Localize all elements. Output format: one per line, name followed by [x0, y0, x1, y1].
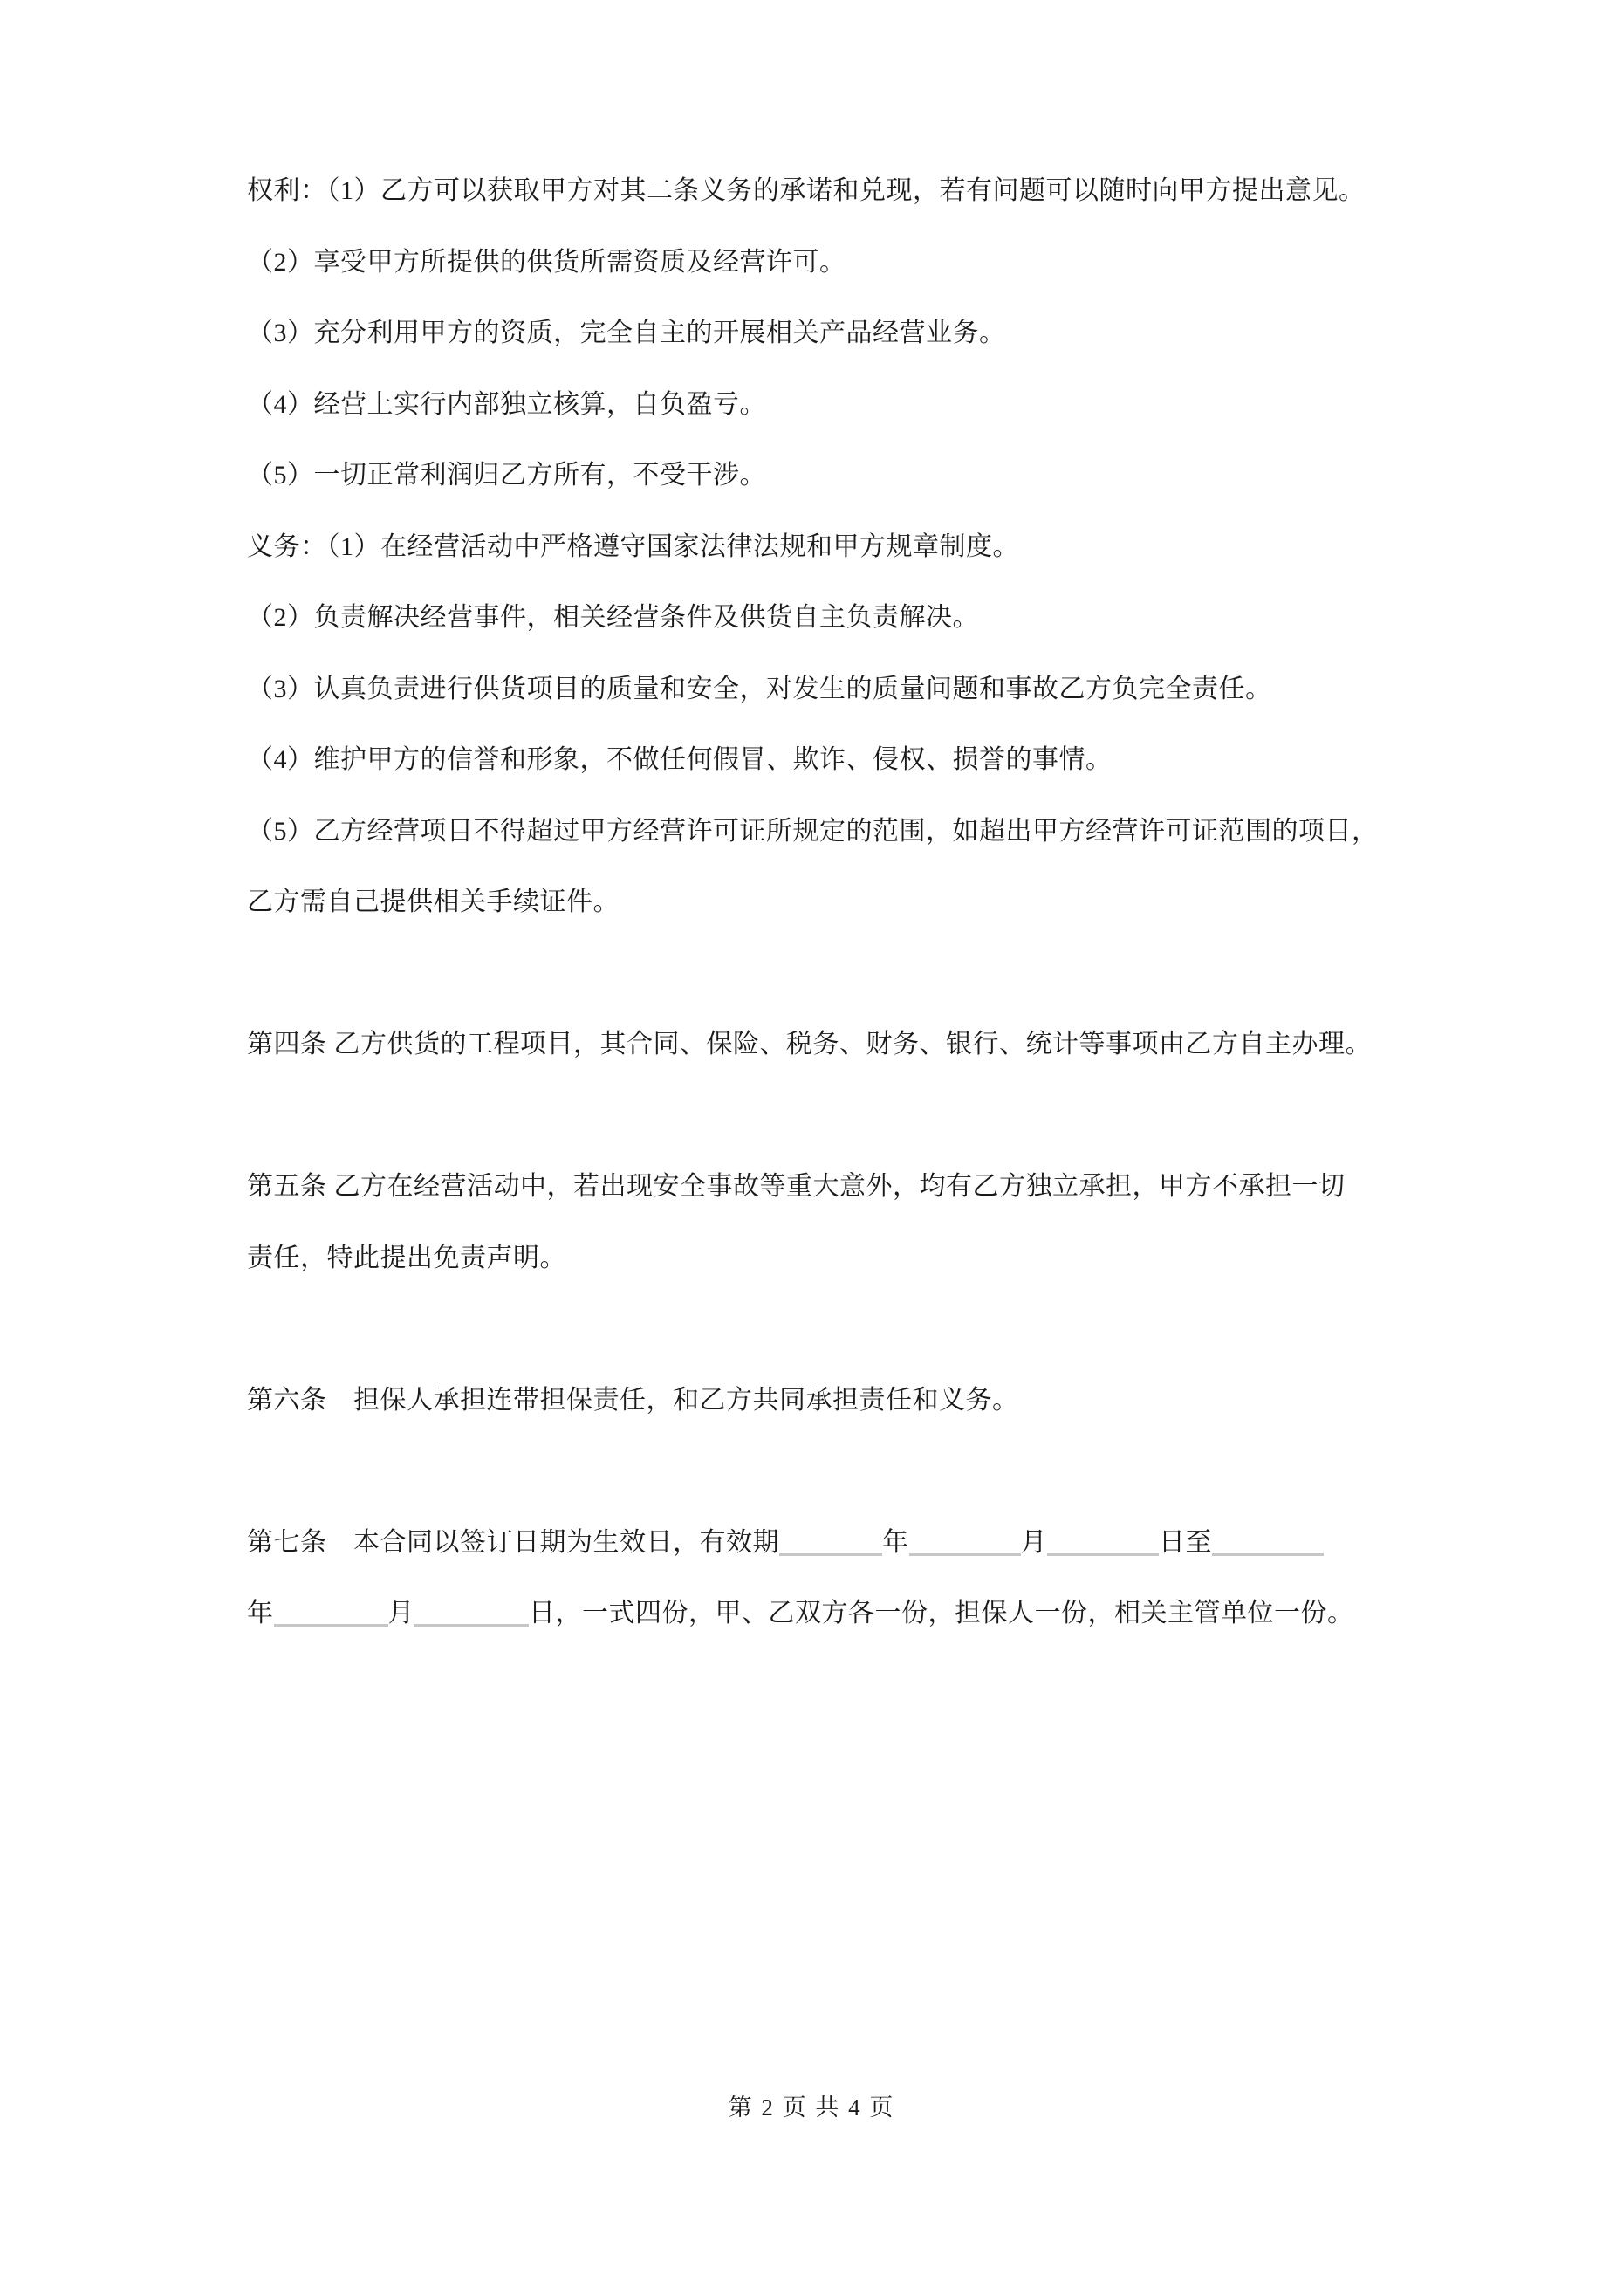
contract-paragraph	[247, 440, 1495, 511]
text-run: 第七条 本合同以签订日期为生效日，有效期	[247, 1527, 779, 1557]
fill-in-blank-underline	[1047, 1531, 1159, 1556]
text-run: （5）乙方经营项目不得超过甲方经营许可证所规定的范围，如超出甲方经营许可证范围的项目，	[247, 816, 1379, 846]
contract-paragraph	[247, 1578, 1495, 1649]
empty-line	[247, 1080, 1495, 1152]
text-run: 年	[882, 1527, 909, 1557]
empty-line	[247, 1436, 1495, 1507]
contract-paragraph	[247, 796, 1495, 867]
text-run: 日，一式四份，甲、乙双方各一份，担保人一份，相关主管单位一份。	[529, 1599, 1354, 1628]
text-run: （2）享受甲方所提供的供货所需资质及经营许可。	[247, 247, 846, 277]
page-number-indicator: 第 2 页 共 4 页	[728, 2094, 895, 2121]
text-run: 权利：（1）乙方可以获取甲方对其二条义务的承诺和兑现，若有问题可以随时向甲方提出意见。	[247, 176, 1366, 205]
fill-in-blank-underline	[1212, 1531, 1324, 1556]
text-run: 月	[1020, 1527, 1047, 1557]
text-run: 乙方需自己提供相关手续证件。	[247, 888, 620, 916]
text-run: 第六条 担保人承担连带担保责任，和乙方共同承担责任和义务。	[247, 1385, 1019, 1415]
text-run: （4）经营上实行内部独立核算，自负盈亏。	[247, 389, 766, 419]
empty-line	[247, 938, 1495, 1010]
text-run: （4）维护甲方的信誉和形象，不做任何假冒、欺诈、侵权、损誉的事情。	[247, 745, 1113, 774]
contract-paragraph	[247, 511, 1495, 583]
fill-in-blank-underline	[274, 1601, 388, 1627]
contract-paragraph	[247, 369, 1495, 441]
text-run: 义务：（1）在经营活动中严格遵守国家法律法规和甲方规章制度。	[247, 531, 1019, 561]
text-run: （3）认真负责进行供货项目的质量和安全，对发生的质量问题和事故乙方负完全责任。	[247, 674, 1272, 703]
contract-paragraph	[247, 582, 1495, 654]
contract-paragraph	[247, 1151, 1495, 1223]
fill-in-blank-underline	[414, 1601, 529, 1627]
contract-paragraph	[247, 1507, 1495, 1579]
text-run: 日至	[1159, 1527, 1212, 1557]
page-footer	[0, 2090, 1623, 2125]
text-run: （3）充分利用甲方的资质，完全自主的开展相关产品经营业务。	[247, 319, 1006, 347]
contract-paragraph	[247, 1365, 1495, 1436]
empty-line	[247, 1293, 1495, 1365]
contract-paragraph	[247, 724, 1495, 796]
contract-paragraph	[247, 1223, 1495, 1294]
text-run: （5）一切正常利润归乙方所有，不受干涉。	[247, 461, 766, 490]
fill-in-blank-underline	[909, 1531, 1021, 1556]
contract-paragraph	[247, 227, 1495, 298]
text-run: 第五条 乙方在经营活动中，若出现安全事故等重大意外，均有乙方独立承担，甲方不承担一切	[247, 1172, 1346, 1201]
contract-paragraph	[247, 1009, 1495, 1080]
contract-body	[247, 155, 1495, 1649]
contract-paragraph	[247, 155, 1495, 227]
text-run: 月	[387, 1599, 414, 1628]
contract-paragraph	[247, 867, 1495, 938]
contract-paragraph	[247, 654, 1495, 725]
fill-in-blank-underline	[779, 1531, 882, 1556]
text-run: 年	[247, 1599, 274, 1628]
contract-paragraph	[247, 298, 1495, 369]
text-run: 责任，特此提出免责声明。	[247, 1243, 566, 1272]
text-run: （2）负责解决经营事件，相关经营条件及供货自主负责解决。	[247, 603, 979, 632]
text-run: 第四条 乙方供货的工程项目，其合同、保险、税务、财务、银行、统计等事项由乙方自主办理。	[247, 1030, 1372, 1059]
